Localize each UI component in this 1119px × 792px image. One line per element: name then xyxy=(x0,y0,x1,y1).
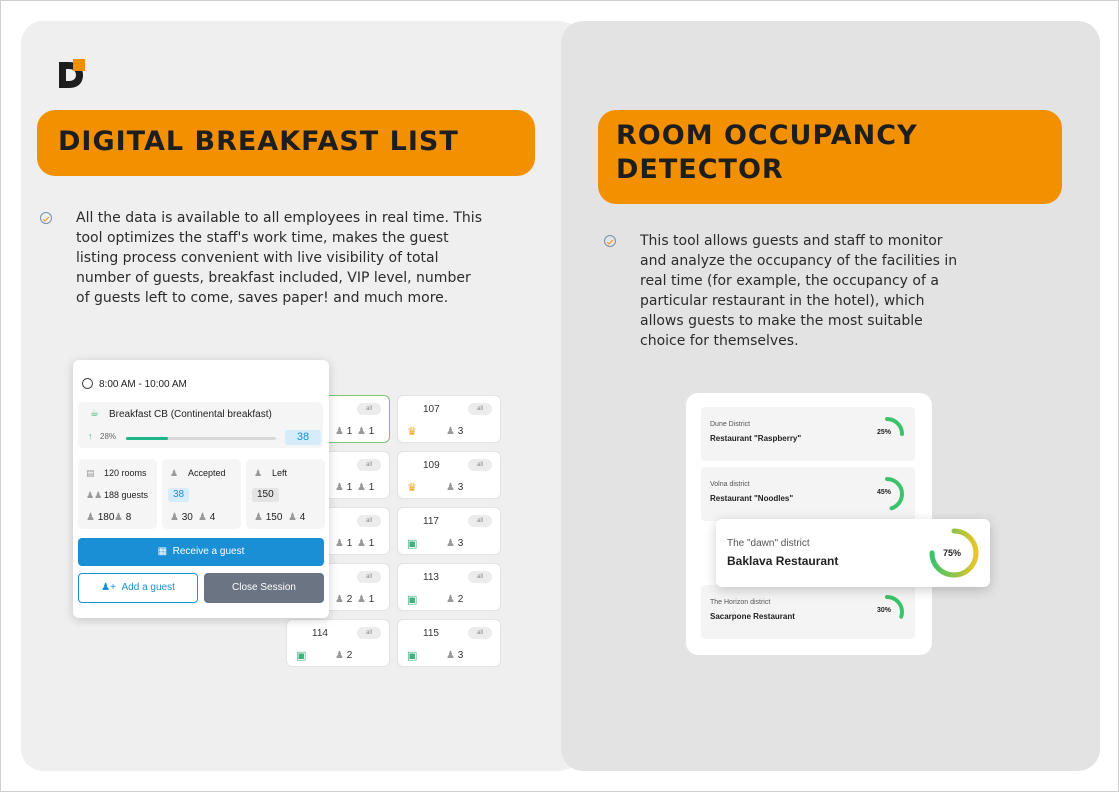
occupancy-title-line1: ROOM OCCUPANCY xyxy=(616,120,918,151)
adult-icon: ♟ xyxy=(335,650,344,661)
adult-icon: ♟ xyxy=(335,594,344,605)
ticket-icon: ▣ xyxy=(407,594,418,606)
adult-count: 1 xyxy=(346,482,353,493)
all-toggle[interactable]: all xyxy=(468,403,492,415)
child-count: 1 xyxy=(368,538,375,549)
rooms-total: 120 rooms xyxy=(104,468,147,478)
adult-icon: ♟ xyxy=(446,538,455,549)
adults-total: 180 xyxy=(97,512,115,523)
adult-icon: ♟ xyxy=(446,482,455,493)
restaurant-name: Sacarpone Restaurant xyxy=(710,612,795,621)
left-value: 150 xyxy=(252,488,279,502)
all-toggle[interactable]: all xyxy=(468,627,492,639)
adult-count: 3 xyxy=(457,426,464,437)
accepted-label: Accepted xyxy=(188,468,226,478)
check-bullet-icon xyxy=(604,235,616,247)
left-kids: 4 xyxy=(299,512,306,523)
progress-track xyxy=(126,437,276,440)
arrow-up-icon: ↑ xyxy=(88,431,93,441)
child-icon: ♟ xyxy=(114,512,123,523)
adult-count: 3 xyxy=(457,650,464,661)
crown-icon: ♛ xyxy=(407,482,417,494)
accepted-kids: 4 xyxy=(209,512,216,523)
adult-icon: ♟ xyxy=(170,512,179,523)
occupancy-row[interactable] xyxy=(701,467,915,521)
child-count: 1 xyxy=(368,594,375,605)
room-number: 115 xyxy=(423,628,439,639)
all-toggle[interactable]: all xyxy=(357,571,381,583)
adult-count: 3 xyxy=(457,538,464,549)
close-session-label: Close Session xyxy=(232,582,296,593)
occupancy-percent: 30% xyxy=(877,607,892,614)
ticket-icon: ▣ xyxy=(407,650,418,662)
coffee-cup-icon: ☕ xyxy=(90,408,99,419)
ticket-icon: ▣ xyxy=(407,538,418,550)
occupancy-title xyxy=(598,110,1062,204)
accepted-adults: 30 xyxy=(181,512,193,523)
all-toggle[interactable]: all xyxy=(357,459,381,471)
kids-total: 8 xyxy=(125,512,132,523)
district-name: Dune District xyxy=(710,421,751,428)
restaurant-name: Restaurant "Raspberry" xyxy=(710,434,802,443)
adult-icon: ♟ xyxy=(335,538,344,549)
adult-count: 2 xyxy=(346,594,353,605)
room-card[interactable] xyxy=(286,619,390,667)
child-icon: ♟ xyxy=(288,512,297,523)
guests-icon: ♟ xyxy=(254,468,263,478)
session-card xyxy=(73,360,329,618)
adult-icon: ♟ xyxy=(446,594,455,605)
receive-guest-button[interactable] xyxy=(78,538,324,566)
bed-icon: ▤ xyxy=(86,468,95,478)
served-count: 38 xyxy=(285,430,321,445)
all-toggle[interactable]: all xyxy=(468,459,492,471)
progress-fill xyxy=(126,437,168,440)
occupancy-percent: 25% xyxy=(877,429,892,436)
occupancy-percent: 45% xyxy=(877,489,892,496)
child-icon: ♟ xyxy=(357,426,366,437)
adult-icon: ♟ xyxy=(335,482,344,493)
breakfast-description: All the data is available to all employees in real time. This tool optimizes the staff's work time, makes the guest listing process convenient with live visibility of total number of guests, breakfast included, VIP level, number of guests left to come, saves paper! and much more. xyxy=(76,210,482,306)
close-session-button[interactable] xyxy=(204,573,324,603)
district-name: The "dawn" district xyxy=(727,538,810,549)
room-card[interactable] xyxy=(397,451,501,499)
adult-icon: ♟ xyxy=(446,650,455,661)
adult-icon: ♟ xyxy=(335,426,344,437)
restaurant-name: Restaurant "Noodles" xyxy=(710,494,794,503)
occupancy-row[interactable] xyxy=(701,407,915,461)
ticket-icon: ▣ xyxy=(296,650,307,662)
all-toggle[interactable]: all xyxy=(468,515,492,527)
all-toggle[interactable]: all xyxy=(357,627,381,639)
check-bullet-icon xyxy=(40,212,52,224)
left-adults: 150 xyxy=(265,512,283,523)
child-icon: ♟ xyxy=(357,538,366,549)
guests-total: 188 guests xyxy=(104,490,149,500)
breakfast-list-title: DIGITAL BREAKFAST LIST xyxy=(37,110,535,176)
highlighted-restaurant[interactable] xyxy=(716,519,990,587)
occupancy-description: This tool allows guests and staff to monitor and analyze the occupancy of the facilities in real time (for example, the occupancy of a particular restaurant in the hotel), which allows guests to make the most suitable choice for themselves. xyxy=(640,233,958,349)
room-number: 113 xyxy=(423,572,439,583)
left-box xyxy=(246,459,325,529)
child-count: 1 xyxy=(368,482,375,493)
adult-icon: ♟ xyxy=(86,512,95,523)
child-count: 1 xyxy=(368,426,375,437)
room-number: 117 xyxy=(423,516,439,527)
room-number: 107 xyxy=(423,404,440,415)
receive-guest-label: Receive a guest xyxy=(172,546,245,557)
adult-icon: ♟ xyxy=(254,512,263,523)
adult-icon: ♟ xyxy=(446,426,455,437)
district-name: The Horizon district xyxy=(710,599,771,606)
room-number: 114 xyxy=(312,628,328,639)
crown-icon: ♛ xyxy=(407,426,417,438)
room-card[interactable] xyxy=(397,395,501,443)
add-user-icon: ♟+ xyxy=(101,582,116,593)
all-toggle[interactable]: all xyxy=(357,403,381,415)
room-card[interactable] xyxy=(397,507,501,555)
add-guest-button[interactable] xyxy=(78,573,198,603)
occupancy-percent: 75% xyxy=(943,548,962,558)
room-number: 109 xyxy=(423,460,440,471)
breakfast-type: Breakfast CB (Continental breakfast) xyxy=(109,409,272,420)
accepted-box xyxy=(162,459,241,529)
breakfast-summary[interactable] xyxy=(78,402,323,448)
guests-icon: ♟ xyxy=(170,468,179,478)
adult-count: 2 xyxy=(346,650,353,661)
left-label: Left xyxy=(272,468,288,478)
adult-count: 1 xyxy=(346,538,353,549)
child-icon: ♟ xyxy=(357,594,366,605)
clock-icon xyxy=(82,378,93,389)
adult-count: 3 xyxy=(457,482,464,493)
adult-count: 1 xyxy=(346,426,353,437)
all-toggle[interactable]: all xyxy=(357,515,381,527)
session-time: 8:00 AM - 10:00 AM xyxy=(99,379,187,390)
progress-percent: 28% xyxy=(100,432,117,441)
child-icon: ♟ xyxy=(198,512,207,523)
occupancy-title-line2: DETECTOR xyxy=(616,154,784,185)
all-toggle[interactable]: all xyxy=(468,571,492,583)
room-card[interactable] xyxy=(397,563,501,611)
accepted-value: 38 xyxy=(168,488,189,502)
child-icon: ♟ xyxy=(357,482,366,493)
guests-icon: ♟♟ xyxy=(86,490,103,500)
calendar-icon: ▦ xyxy=(157,546,168,557)
restaurant-name: Baklava Restaurant xyxy=(727,554,839,568)
adult-count: 2 xyxy=(457,594,464,605)
room-card[interactable] xyxy=(397,619,501,667)
add-guest-label: Add a guest xyxy=(121,582,175,593)
occupancy-row[interactable] xyxy=(701,585,915,639)
totals-box xyxy=(78,459,157,529)
district-name: Volna district xyxy=(710,481,750,488)
company-logo xyxy=(59,59,87,89)
